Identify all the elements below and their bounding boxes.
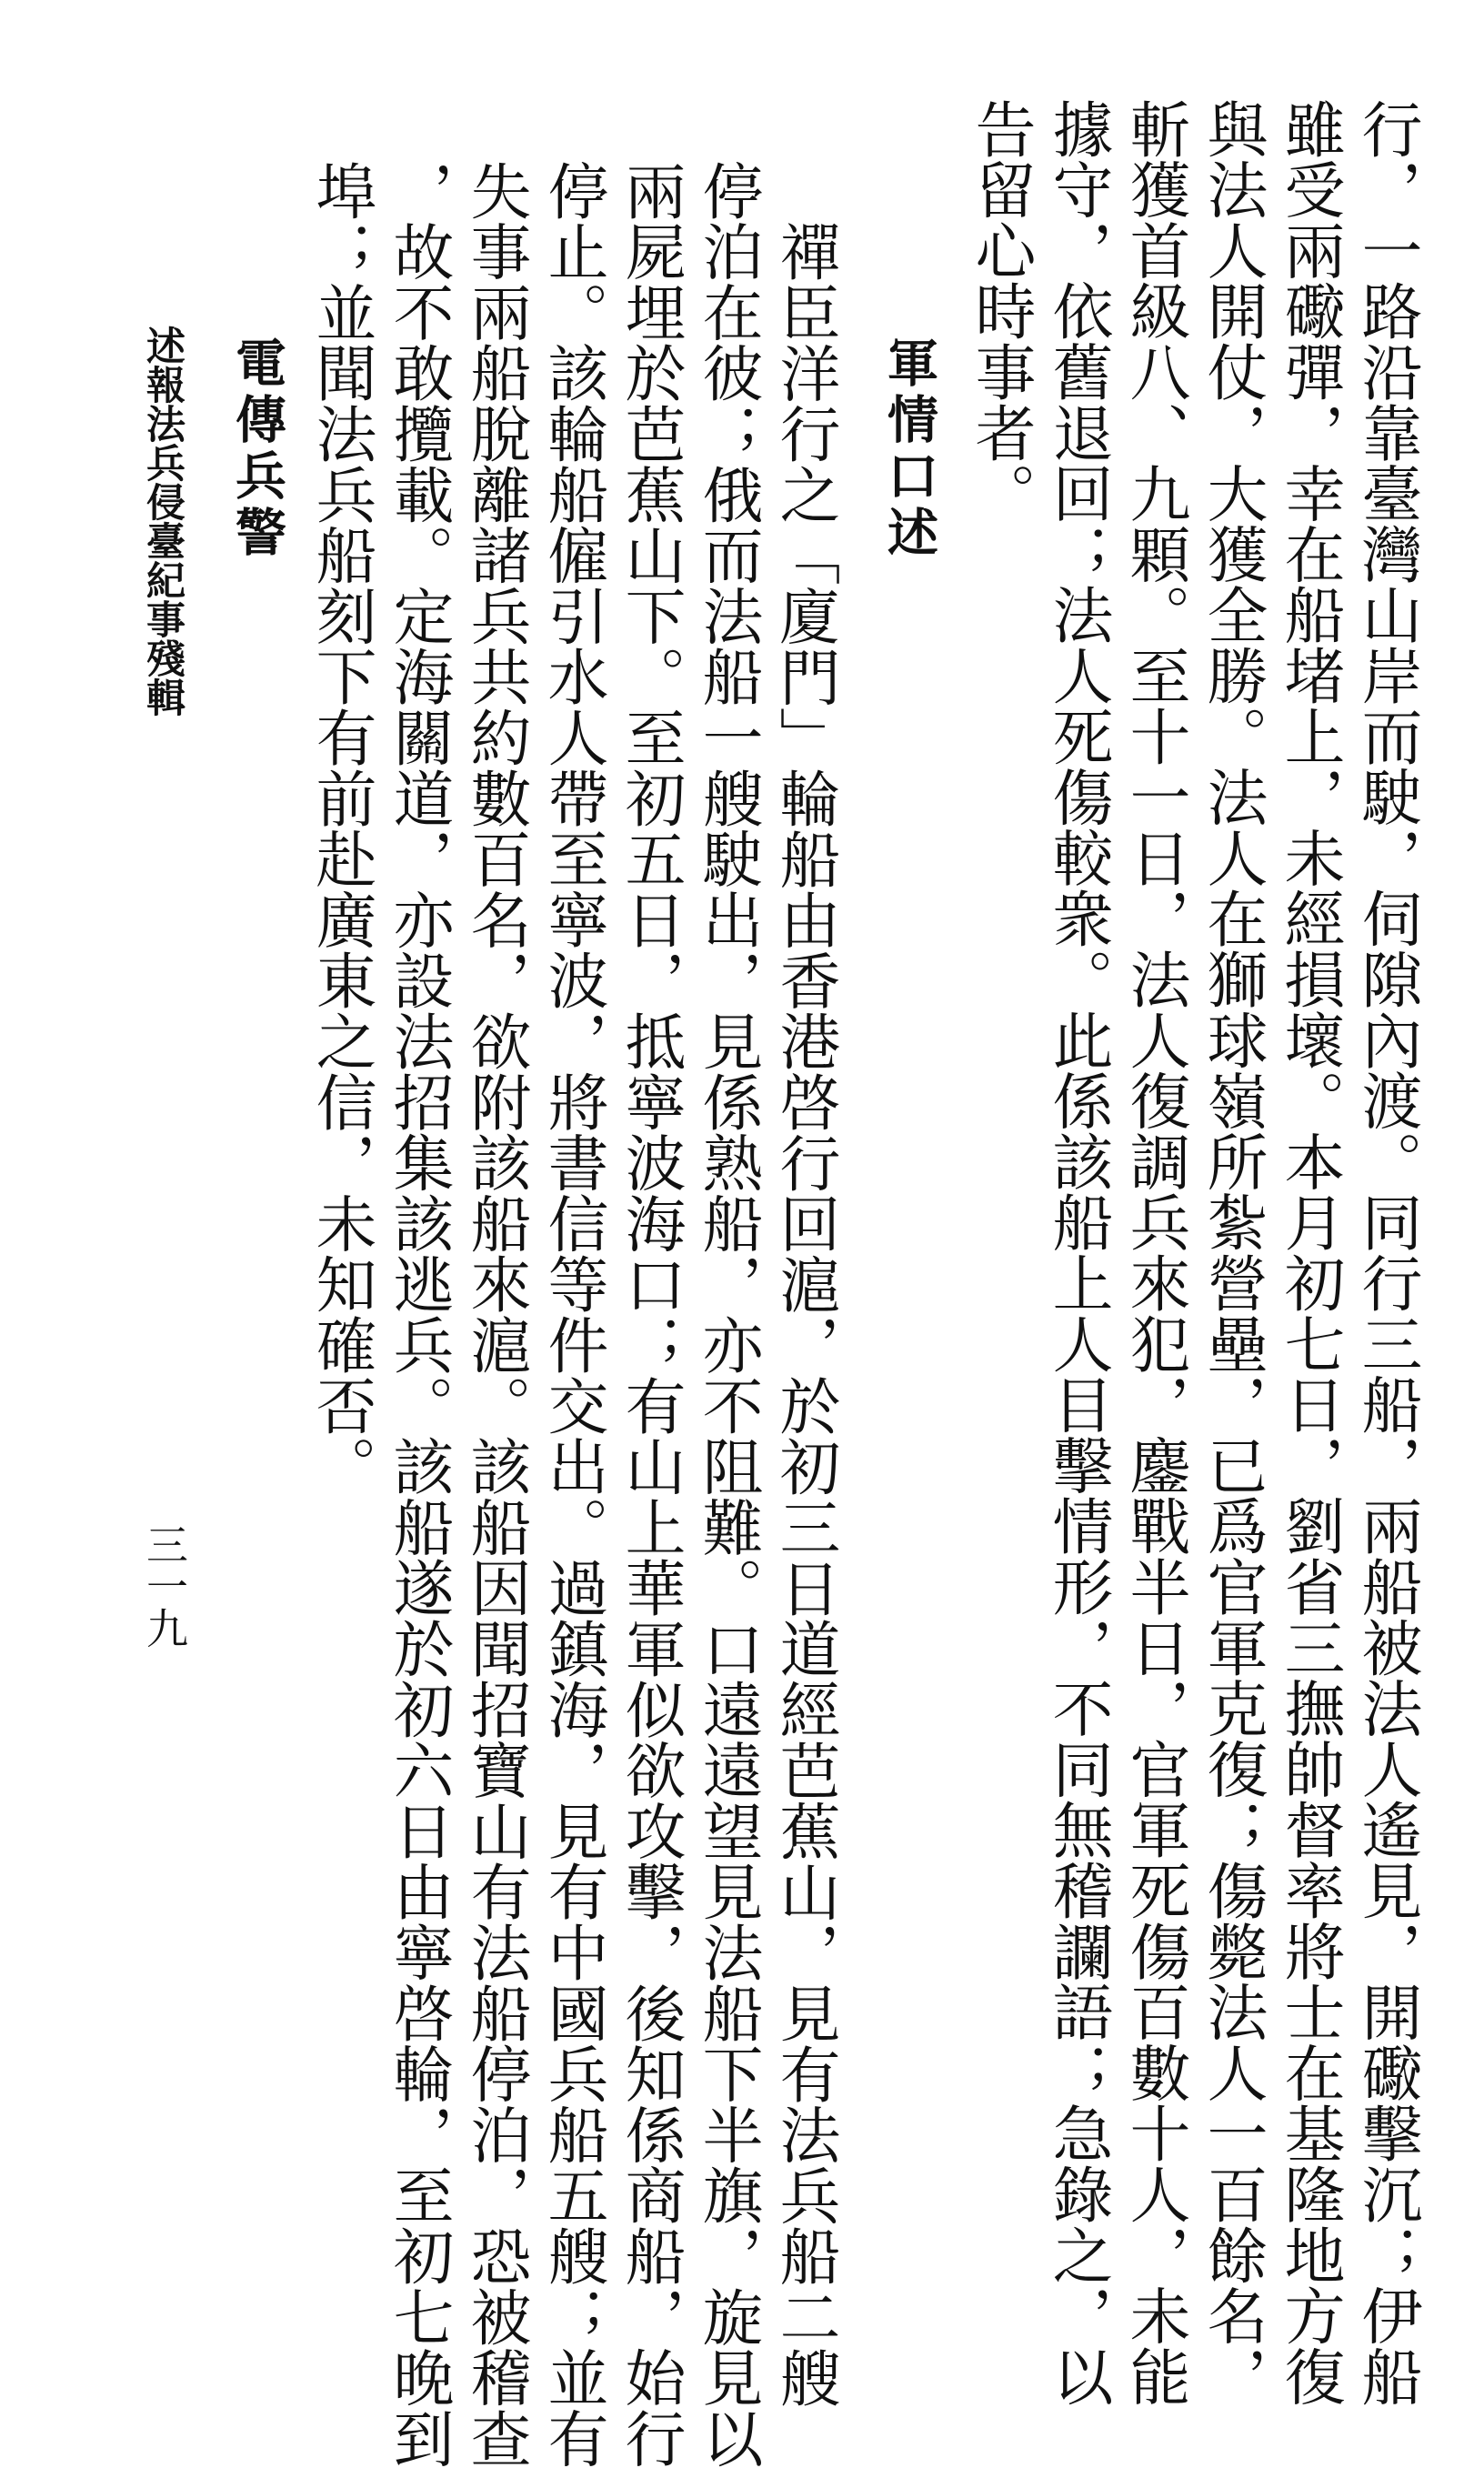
text-line: 行，一路沿靠臺灣山岸而駛，伺隙內渡。同行三船，兩船被法人遙見，開礮擊沉；伊船 [1352,98,1423,2407]
section-heading: 電傳兵警 [227,336,286,562]
text-line: 告留心時事者。 [966,98,1037,524]
text-line: 停止。該輪船僱引水人帶至寧波，將書信等件交出。過鎮海，見有中國兵船五艘；並有 [538,160,609,2468]
text-line: 斬獲首級八、九顆。至十一日，法人復調兵來犯，鏖戰半日，官軍死傷百數十人，未能 [1120,98,1191,2407]
text-line: 與法人開仗，大獲全勝。法人在獅球嶺所紮營壘，已爲官軍克復；傷斃法人一百餘名， [1198,98,1268,2407]
text-line: 停泊在彼；俄而法船一艘駛出，見係熟船，亦不阻難。口遠遠望見法船下半旗，旋見以 [693,160,764,2468]
text-line: 據守，依舊退回；法人死傷較衆。此係該船上人目擊情形，不同無稽讕語；急錄之，以 [1043,98,1114,2407]
section-heading: 軍情口述 [879,336,938,562]
text-line: 兩屍埋於芭蕉山下。至初五日，抵寧波海口；有山上華軍似欲攻擊，後知係商船，始行 [616,160,687,2468]
text-line: 禪臣洋行之「廈門」輪船由香港啓行回滬，於初三日道經芭蕉山，見有法兵船二艘 [770,221,841,2408]
text-line: 失事兩船脫離諸兵共約數百名，欲附該船來滬。該船因聞招寶山有法船停泊，恐被稽查 [461,160,532,2468]
text-line: 雖受兩礮彈，幸在船堵上，未經損壞。本月初七日，劉省三撫帥督率將士在基隆地方復 [1275,98,1346,2407]
running-title: 述報法兵侵臺紀事殘輯 [140,326,186,717]
page-number: 三一九 [140,1523,189,1649]
text-line: ，故不敢攬載。定海關道，亦設法招集該逃兵。該船遂於初六日由寧啓輪，至初七晚到 [384,160,455,2468]
text-line: 埠；並聞法兵船刻下有前赴廣東之信，未知確否。 [306,160,377,1497]
